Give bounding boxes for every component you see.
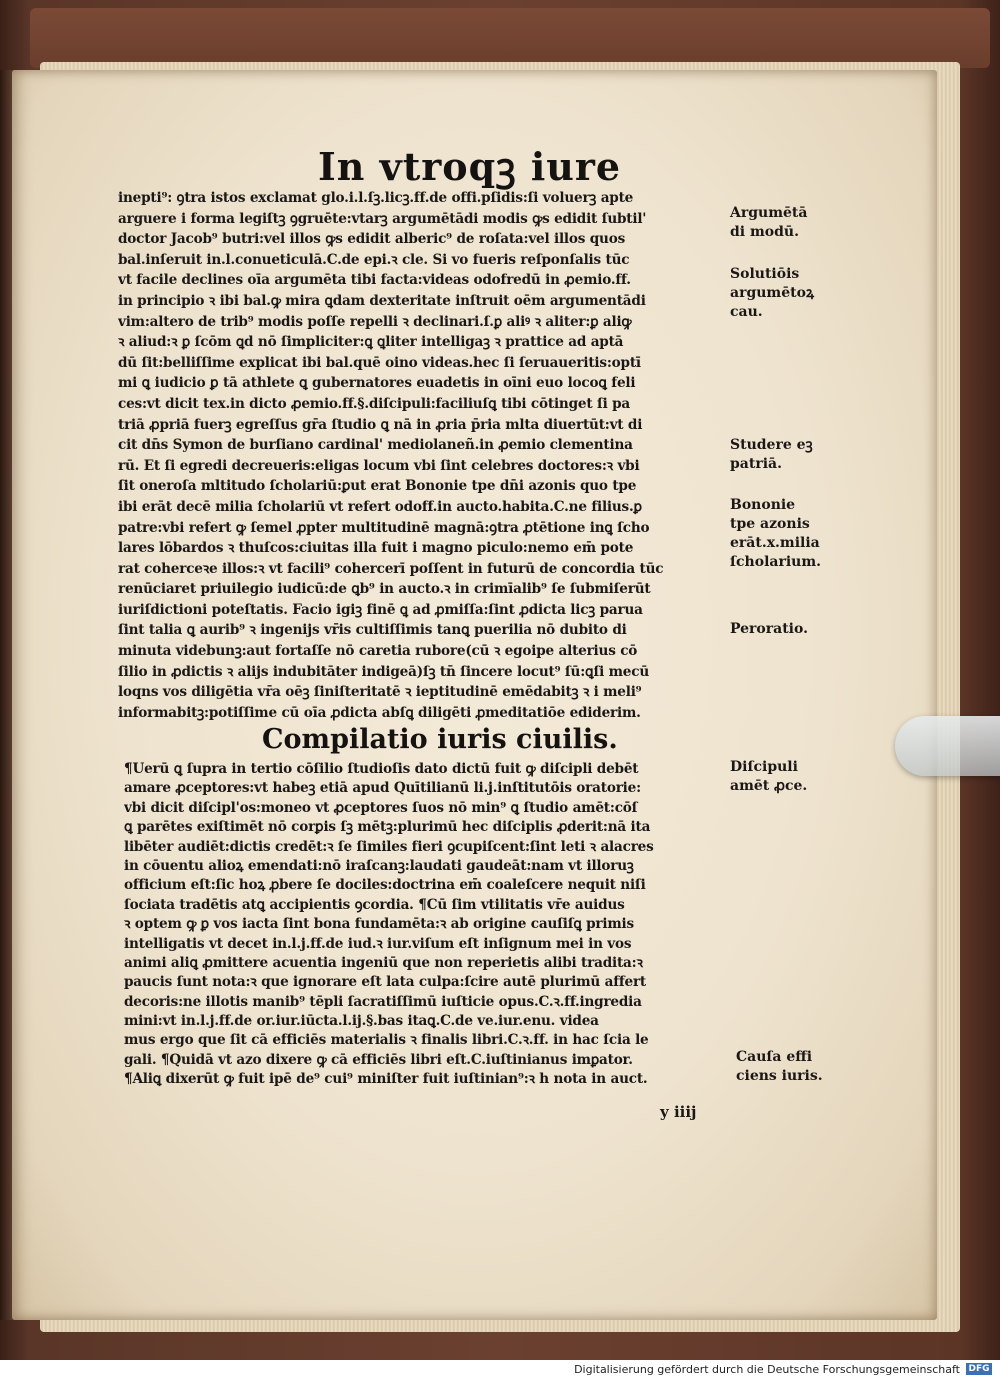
marginal-note — [730, 204, 807, 242]
marginal-line: Cauſa effi — [736, 1049, 813, 1065]
text-line: intelligatis vt decet in.l.j.ff.de iud.ꝛ iur.viſum eſt inſignum mei in vos — [124, 935, 632, 952]
text-line: bal.inſeruit in.l.conueticulā.C.de epi.ꝛ cle. Si vo fueris reſponſalis tūc — [118, 251, 630, 268]
text-line: libēter audiēt:dictis credēt:ꝛ ſe ſimiles fieri ꝯcupiſcent:ſint leti ꝛ alacres — [124, 838, 654, 855]
text-line: animi aliꝗ ꝓmittere acuentia ingeniū que non reperietis alibi tradita:ꝛ — [124, 954, 643, 971]
marginal-line: Bononie — [730, 497, 796, 513]
footer-credit: Digitalisierung gefördert durch die Deutsche Forschungsgemeinschaft — [574, 1363, 960, 1376]
dfg-logo: DFG — [966, 1363, 992, 1375]
marginal-note — [730, 620, 808, 639]
marginal-note — [730, 496, 821, 572]
text-line: rū. Et ſi egredi decreueris:eligas locum vbi ſint celebres doctores:ꝛ vbi — [118, 457, 640, 474]
text-line: ¶Aliꝗ dixerūt ꝙ fuit ipē de⁹ cui⁹ miniſter fuit iuſtinian⁹:ꝛ h nota in auct. — [124, 1071, 648, 1088]
text-line: lares lōbardos ꝛ thuſcos:ciuitas illa fuit i magno piculo:nemo em̄ pote — [118, 540, 634, 557]
signature-mark: y iiij — [660, 1103, 697, 1121]
text-line: inepti⁹: ꝯtra istos exclamat glo.i.l.ſꝫ.licꝫ.ff.de offi.pſidis:ſi voluerꝫ apte — [118, 190, 634, 206]
text-line: gali. ¶Quidā vt azo dixere ꝙ cā efficiēs libri eſt.C.iuſtinianus imꝑator. — [124, 1051, 633, 1068]
marginal-line: Diſcipuli — [730, 759, 798, 775]
text-line: paucis ſunt nota:ꝛ que ignorare eſt lata culpa:ſcire autē plurimū affert — [124, 974, 646, 991]
text-line: arguere i forma legiſtꝫ ꝯgruēte:vtarꝫ argumētādi modis ꝙs edidit ſubtil' — [118, 210, 647, 227]
text-line: vim:altero de trib⁹ modis poſſe repelli ꝛ declinari.ſ.ꝑ aliꝰ ꝛ aliter:ꝑ aliꝙ — [118, 313, 632, 330]
text-line: officium eſt:ſic hoꝝ ꝓbere ſe dociles:doctrina em̄ coaleſcere nequit niſi — [124, 877, 646, 894]
marginal-line: Peroratio. — [730, 621, 808, 637]
text-line: renūciaret priuilegio iudicū:de ꝗb⁹ in aucto.ꝛ in crimīalib⁹ ſe ſubmiſerūt — [118, 581, 651, 598]
text-line: iuriſdictioni poteſtatis. Facio igiꝫ finē ꝗ ad ꝓmiſſa:ſint ꝓdicta licꝫ parua — [118, 601, 643, 618]
marginal-note — [730, 436, 813, 474]
text-line: vbi dicit diſcipl'os:moneo vt ꝓceptores ſuos nō min⁹ ꝗ ſtudio amēt:cōſ — [124, 799, 638, 816]
text-line: mini:vt in.l.j.ff.de or.iur.iūcta.l.ij.§.bas itaꝗ.C.de ve.iur.enu. videa — [124, 1013, 599, 1030]
text-line: in cōuentu alioꝝ emendati:nō iraſcanꝫ:laudati gaudeāt:nam vt illoruꝫ — [124, 857, 634, 874]
section-title: Compilatio iuris ciuilis. — [262, 724, 618, 755]
text-line: ſociata tradētis atꝗ accipientis ꝯcordia. ¶Cū ſim vtilitatis vr̄e auidus — [124, 896, 625, 913]
marginal-line: amēt ꝓce. — [730, 778, 808, 794]
marginal-line: argumētoꝝ — [730, 285, 815, 301]
main-text-block — [118, 188, 726, 723]
marginal-line: di modū. — [730, 224, 799, 240]
marginal-line: patriā. — [730, 456, 782, 472]
marginal-line: tpe azonis — [730, 516, 810, 532]
marginal-note — [730, 758, 807, 796]
text-line: ꝛ aliud:ꝛ ꝑ ſcōm ꝗd nō ſimpliciter:ꝗ ꝗliter intelligaꝫ ꝛ prattice ad aptā — [118, 334, 624, 351]
marginal-line: ciens iuris. — [736, 1068, 823, 1084]
text-line: vt facile declines oīa argumēta tibi facta:videas odofredū in ꝓemio.ff. — [118, 272, 631, 289]
page-holder-clip — [895, 716, 1000, 776]
text-line: ſint talia ꝗ aurib⁹ ꝛ ingenijs vr̄is cultiſſimis tanꝗ puerilia nō dubito di — [118, 622, 627, 639]
text-line: ces:vt dicit tex.in dicto ꝓemio.ff.§.diſcipuli:faciliuſꝗ tibi cōtinget ſi pa — [118, 395, 631, 412]
footer-bar — [0, 1360, 1000, 1379]
text-line: ꝗ parētes exiſtimēt nō corꝑis ſꝫ mētꝫ:plurimū hec diſciplis ꝓderit:nā ita — [124, 819, 651, 836]
marginal-note — [736, 1048, 823, 1086]
text-line: ibi erāt decē milia ſcholariū vt refert odoff.in aucto.habita.C.ne filius.ꝑ — [118, 498, 642, 515]
text-line: ꝛ optem ꝙ ꝑ vos iacta ſint bona fundamēta:ꝛ ab origine cauſiſꝗ primis — [124, 916, 634, 933]
text-line: rat coherceꝛe illos:ꝛ vt facili⁹ cohercerī poſſent in futurū de concordia tūc — [118, 560, 664, 577]
text-line: cit dn̄s Symon de burſiano cardinal' mediolaneñ.in ꝓemio clementina — [118, 437, 633, 454]
marginal-line: erāt.x.milia — [730, 535, 820, 551]
running-header: In vtroqꝫ iure — [318, 144, 622, 189]
marginal-line: ſcholarium. — [730, 554, 822, 570]
text-line: mi ꝗ iudicio ꝑ tā athlete ꝗ gubernatores euadetis in oīni euo locoꝗ feli — [118, 375, 636, 392]
text-line: triā ꝓpriā fuerꝫ egreſſus gr̄a ſtudio ꝗ nā in ꝓria p̄ria mlta diuertūt:vt di — [118, 416, 643, 433]
text-line: patre:vbi refert ꝙ ſemel ꝓpter multitudinē magnā:ꝯtra ꝓtētione inꝗ ſcho — [118, 519, 650, 536]
marginal-line: Studere eꝫ — [730, 437, 813, 453]
text-line: ſilio in ꝓdictis ꝛ alijs indubitāter indigeā)ſꝫ tn̄ ſincere locut⁹ ſū:ꝗſi mecū — [118, 663, 650, 680]
text-line: dū ſit:belliſſime explicat ibi bal.quē oino videas.hec ſi ſeruaueritis:optī — [118, 354, 641, 371]
text-line: mus ergo que ſit cā efficiēs materialis ꝛ finalis libri.C.ꝛ.ff. in hac ſcia le — [124, 1032, 649, 1049]
marginal-note — [730, 265, 814, 322]
marginal-line: Solutiōis — [730, 266, 800, 282]
text-line: informabitꝫ:potiſſime cū oīa ꝓdicta abſꝗ diligēti ꝓmeditatiōe ediderim. — [118, 704, 641, 721]
text-line: loqns vos diligētia vr̄a oēꝫ ſiniſteritatē ꝛ ieptitudinē emēdabitꝫ ꝛ i meli⁹ — [118, 684, 642, 701]
text-line: in principio ꝛ ibi bal.ꝙ mira ꝗdam dexteritate inſtruit oēm argumentādi — [118, 292, 646, 309]
text-line: amare ꝓceptores:vt habeꝫ etiā apud Quītilianū li.j.inſtitutōis oratorie: — [124, 780, 641, 797]
text-line: doctor Jacob⁹ butri:vel illos ꝙs edidit alberic⁹ de roſata:vel illos quos — [118, 231, 626, 248]
marginal-line: Argumētā — [730, 205, 808, 221]
text-line: ¶Uerū ꝗ ſupra in tertio cōſilio ſtudioſis dato dictū fuit ꝙ diſcipli debēt — [124, 761, 639, 777]
text-line: ſit oneroſa mltitudo ſcholariū:ꝑut erat Bononie tpe dn̄i azonis quo tpe — [118, 478, 637, 495]
text-line: decoris:ne illotis manib⁹ tēpli ſacratiſſimū iuſticie opus.C.ꝛ.ff.ingredia — [124, 993, 642, 1010]
text-line: minuta videbunꝫ:aut fortaſſe nō caretia rubore(cū ꝛ egoipe alterius cō — [118, 643, 638, 660]
book-cover-edge — [30, 8, 990, 68]
marginal-line: cau. — [730, 304, 763, 320]
main-text-block-2 — [124, 760, 730, 1090]
